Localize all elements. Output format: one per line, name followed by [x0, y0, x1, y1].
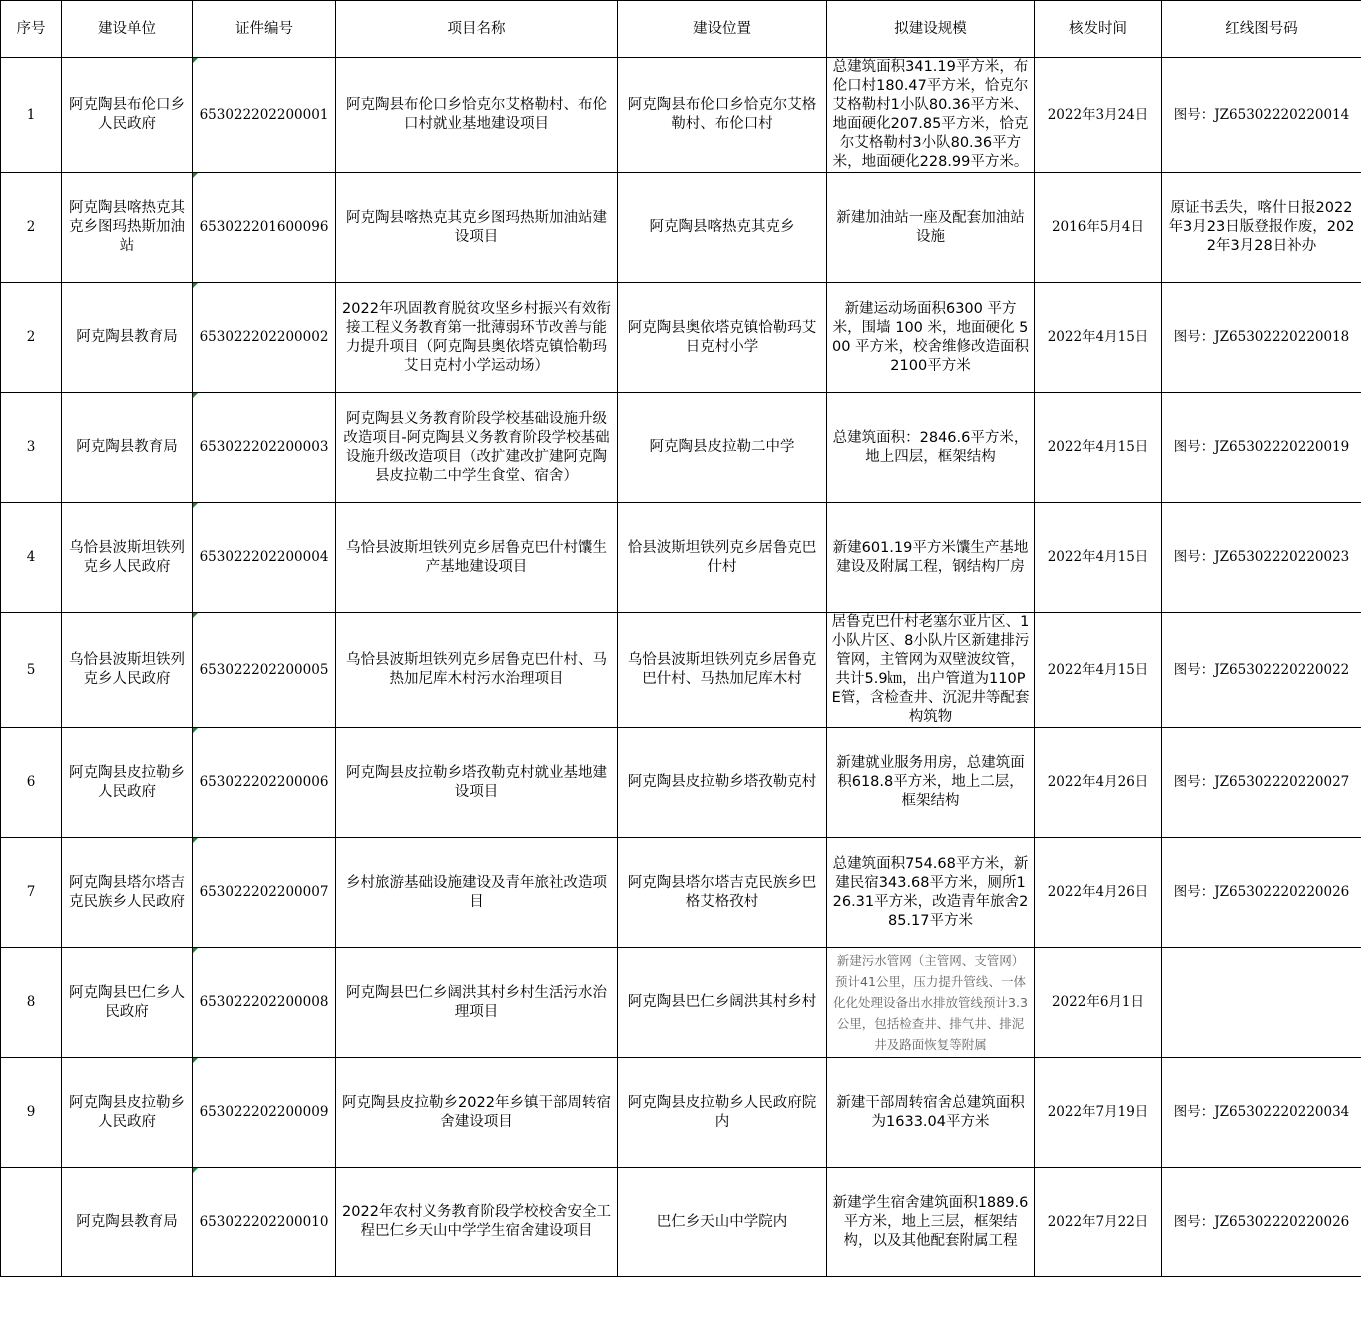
cell-project: 乌恰县波斯坦铁列克乡居鲁克巴什村馕生产基地建设项目: [336, 503, 618, 613]
cell-location: 阿克陶县塔尔塔吉克民族乡巴格艾格孜村: [618, 838, 827, 948]
header-project: 项目名称: [336, 1, 618, 58]
cell-no: [1, 1168, 62, 1277]
cell-scale: 新建运动场面积6300 平方米，围墙 100 米，地面硬化 500 平方米，校舍维修改造面积2100平方米: [827, 283, 1035, 393]
cell-location: 阿克陶县皮拉勒乡人民政府院内: [618, 1058, 827, 1168]
cell-scale: 总建筑面积341.19平方米，布伦口村180.47平方米，恰克尔艾格勒村1小队80.36平方米、地面硬化207.85平方米，恰克尔艾格勒村3小队80.36平方米，地面硬化228.99平方米。: [827, 58, 1035, 173]
cell-cert: 653022202200002: [193, 283, 336, 393]
table-row: [1, 1058, 1361, 1168]
header-row: [1, 1, 1361, 58]
table-row: [1, 613, 1361, 728]
cell-date: 2022年4月15日: [1035, 503, 1162, 613]
table-row: [1, 838, 1361, 948]
cell-cert: 653022202200008: [193, 948, 336, 1058]
cell-code: 图号：JZ65302220220034: [1162, 1058, 1361, 1168]
table-row: [1, 283, 1361, 393]
cell-cert: 653022202200005: [193, 613, 336, 728]
cell-scale: 总建筑面积754.68平方米，新建民宿343.68平方米，厕所126.31平方米，改造青年旅舍285.17平方米: [827, 838, 1035, 948]
cell-no: 9: [1, 1058, 62, 1168]
cell-unit: 乌恰县波斯坦铁列克乡人民政府: [62, 503, 193, 613]
cell-location: 阿克陶县巴仁乡阔洪其村乡村: [618, 948, 827, 1058]
cell-unit: 阿克陶县塔尔塔吉克民族乡人民政府: [62, 838, 193, 948]
cell-date: 2022年4月26日: [1035, 728, 1162, 838]
cell-location: 阿克陶县布伦口乡恰克尔艾格勒村、布伦口村: [618, 58, 827, 173]
cell-unit: 阿克陶县喀热克其克乡图玛热斯加油站: [62, 173, 193, 283]
cell-project: 阿克陶县布伦口乡恰克尔艾格勒村、布伦口村就业基地建设项目: [336, 58, 618, 173]
header-code: 红线图号码: [1162, 1, 1361, 58]
cell-scale: 新建就业服务用房，总建筑面积618.8平方米，地上二层，框架结构: [827, 728, 1035, 838]
cell-code: 图号：JZ65302220220023: [1162, 503, 1361, 613]
header-scale: 拟建设规模: [827, 1, 1035, 58]
cell-unit: 阿克陶县布伦口乡人民政府: [62, 58, 193, 173]
cell-date: 2022年7月22日: [1035, 1168, 1162, 1277]
cell-no: 4: [1, 503, 62, 613]
cell-date: 2022年4月15日: [1035, 393, 1162, 503]
header-location: 建设位置: [618, 1, 827, 58]
cell-cert: 653022202200006: [193, 728, 336, 838]
cell-location: 阿克陶县奥依塔克镇恰勒玛艾日克村小学: [618, 283, 827, 393]
cell-unit: 乌恰县波斯坦铁列克乡人民政府: [62, 613, 193, 728]
cell-location: 阿克陶县皮拉勒乡塔孜勒克村: [618, 728, 827, 838]
table-row: [1, 728, 1361, 838]
cell-unit: 阿克陶县皮拉勒乡人民政府: [62, 728, 193, 838]
cell-date: 2016年5月4日: [1035, 173, 1162, 283]
cell-no: 6: [1, 728, 62, 838]
cell-date: 2022年3月24日: [1035, 58, 1162, 173]
cell-cert: 653022202200001: [193, 58, 336, 173]
cell-unit: 阿克陶县教育局: [62, 283, 193, 393]
table-row: [1, 58, 1361, 173]
cell-scale: 新建601.19平方米馕生产基地建设及附属工程，钢结构厂房: [827, 503, 1035, 613]
cell-scale: 新建学生宿舍建筑面积1889.6平方米，地上三层，框架结构，以及其他配套附属工程: [827, 1168, 1035, 1277]
cell-code: 原证书丢失，喀什日报2022年3月23日版登报作废，2022年3月28日补办: [1162, 173, 1361, 283]
cell-cert: 653022202200010: [193, 1168, 336, 1277]
cell-cert: 653022202200003: [193, 393, 336, 503]
cell-unit: 阿克陶县教育局: [62, 393, 193, 503]
cell-location: 阿克陶县皮拉勒二中学: [618, 393, 827, 503]
cell-date: 2022年4月26日: [1035, 838, 1162, 948]
cell-code: 图号：JZ65302220220018: [1162, 283, 1361, 393]
cell-code: 图号：JZ65302220220019: [1162, 393, 1361, 503]
header-unit: 建设单位: [62, 1, 193, 58]
cell-no: 2: [1, 283, 62, 393]
cell-date: 2022年4月15日: [1035, 283, 1162, 393]
cell-no: 5: [1, 613, 62, 728]
cell-cert: 653022202200007: [193, 838, 336, 948]
cell-scale: 新建加油站一座及配套加油站设施: [827, 173, 1035, 283]
cell-unit: 阿克陶县皮拉勒乡人民政府: [62, 1058, 193, 1168]
table-row: [1, 503, 1361, 613]
cell-project: 乡村旅游基础设施建设及青年旅社改造项目: [336, 838, 618, 948]
cell-no: 1: [1, 58, 62, 173]
cell-location: 巴仁乡天山中学院内: [618, 1168, 827, 1277]
header-date: 核发时间: [1035, 1, 1162, 58]
cell-code: 图号：JZ65302220220022: [1162, 613, 1361, 728]
cell-project: 阿克陶县喀热克其克乡图玛热斯加油站建设项目: [336, 173, 618, 283]
cell-no: 8: [1, 948, 62, 1058]
cell-project: 2022年巩固教育脱贫攻坚乡村振兴有效衔接工程义务教育第一批薄弱环节改善与能力提升项目（阿克陶县奥依塔克镇恰勒玛艾日克村小学运动场）: [336, 283, 618, 393]
cell-scale: 居鲁克巴什村老塞尔亚片区、1小队片区、8小队片区新建排污管网，主管网为双壁波纹管，共计5.9㎞，出户管道为110PE管，含检查井、沉泥井等配套构筑物: [827, 613, 1035, 728]
cell-project: 阿克陶县义务教育阶段学校基础设施升级改造项目-阿克陶县义务教育阶段学校基础设施升级改造项目（改扩建改扩建阿克陶县皮拉勒二中学生食堂、宿舍）: [336, 393, 618, 503]
table-row: [1, 948, 1361, 1058]
cell-location: 恰县波斯坦铁列克乡居鲁克巴什村: [618, 503, 827, 613]
cell-scale: 总建筑面积：2846.6平方米，地上四层，框架结构: [827, 393, 1035, 503]
cell-code: 图号：JZ65302220220014: [1162, 58, 1361, 173]
cell-unit: 阿克陶县教育局: [62, 1168, 193, 1277]
cell-cert: 653022202200009: [193, 1058, 336, 1168]
cell-location: 阿克陶县喀热克其克乡: [618, 173, 827, 283]
cell-date: 2022年4月15日: [1035, 613, 1162, 728]
table-row: [1, 173, 1361, 283]
header-cert: 证件编号: [193, 1, 336, 58]
cell-scale: 新建污水管网（主管网、支管网）预计41公里，压力提升管线、一体化化处理设备出水排放管线预计3.3公里，包括检查井、排气井、排泥井及路面恢复等附属: [827, 948, 1035, 1058]
cell-location: 乌恰县波斯坦铁列克乡居鲁克巴什村、马热加尼库木村: [618, 613, 827, 728]
cell-code: 图号：JZ65302220220027: [1162, 728, 1361, 838]
cell-project: 阿克陶县巴仁乡阔洪其村乡村生活污水治理项目: [336, 948, 618, 1058]
cell-project: 阿克陶县皮拉勒乡塔孜勒克村就业基地建设项目: [336, 728, 618, 838]
header-no: 序号: [1, 1, 62, 58]
cell-cert: 653022202200004: [193, 503, 336, 613]
cell-scale: 新建干部周转宿舍总建筑面积为1633.04平方米: [827, 1058, 1035, 1168]
cell-no: 7: [1, 838, 62, 948]
cell-unit: 阿克陶县巴仁乡人民政府: [62, 948, 193, 1058]
cell-cert: 653022201600096: [193, 173, 336, 283]
cell-code: 图号：JZ65302220220026: [1162, 838, 1361, 948]
cell-code: [1162, 948, 1361, 1058]
cell-project: 2022年农村义务教育阶段学校校舍安全工程巴仁乡天山中学学生宿舍建设项目: [336, 1168, 618, 1277]
cell-no: 3: [1, 393, 62, 503]
cell-no: 2: [1, 173, 62, 283]
cell-date: 2022年6月1日: [1035, 948, 1162, 1058]
cell-project: 阿克陶县皮拉勒乡2022年乡镇干部周转宿舍建设项目: [336, 1058, 618, 1168]
cell-project: 乌恰县波斯坦铁列克乡居鲁克巴什村、马热加尼库木村污水治理项目: [336, 613, 618, 728]
table-row: [1, 393, 1361, 503]
cell-code: 图号：JZ65302220220026: [1162, 1168, 1361, 1277]
table-row: [1, 1168, 1361, 1277]
cell-date: 2022年7月19日: [1035, 1058, 1162, 1168]
